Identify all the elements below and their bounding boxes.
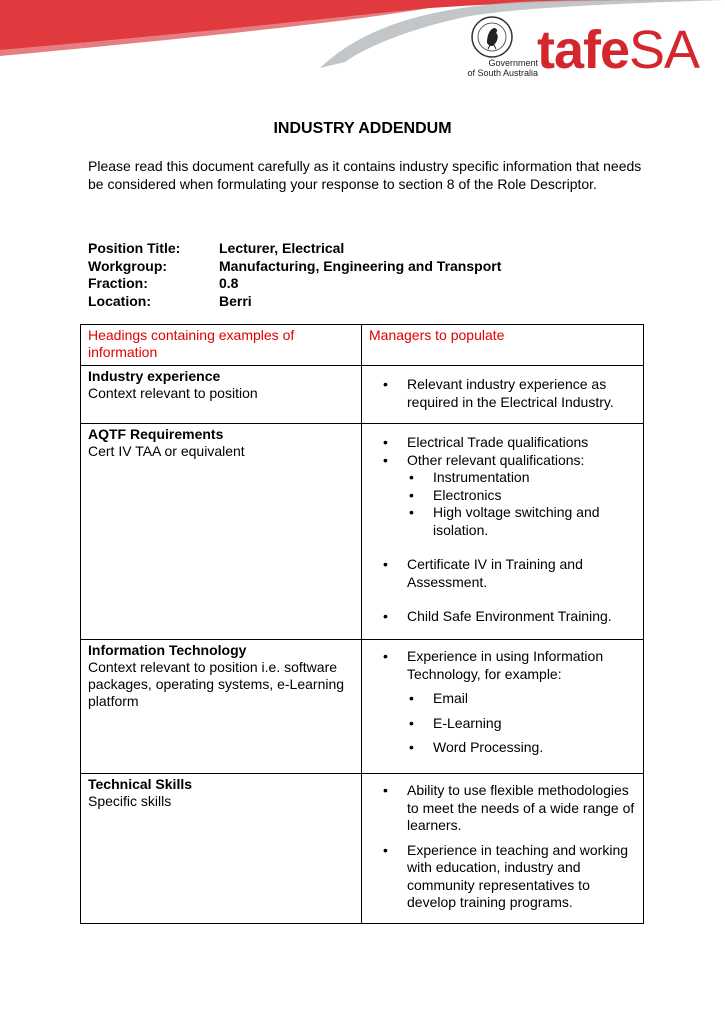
table-row [81, 774, 644, 924]
row-description: Context relevant to position i.e. software packages, operating systems, e-Learning platform [88, 659, 345, 709]
brand-bold: tafe [537, 20, 630, 80]
row-description: Context relevant to position [88, 385, 258, 401]
table-row [81, 424, 644, 640]
row-right-cell [362, 366, 644, 424]
list-item: • Child Safe Environment Training. [407, 608, 636, 626]
sub-bullet-list [407, 469, 636, 539]
fraction-label: Fraction: [88, 275, 148, 291]
sub-list-item: • Word Processing. [433, 739, 636, 757]
position-title-label: Position Title: [88, 240, 181, 256]
row-description: Specific skills [88, 793, 172, 809]
row-description: Cert IV TAA or equivalent [88, 443, 245, 459]
row-heading: Information Technology [88, 642, 247, 658]
location-value: Berri [219, 292, 252, 309]
row-heading: Industry experience [88, 368, 221, 384]
bullet-list [369, 782, 636, 912]
list-item [407, 648, 636, 757]
header-left-cell: Headings containing examples of information [81, 325, 362, 366]
row-left-cell [81, 424, 362, 640]
fraction-value: 0.8 [219, 275, 239, 291]
list-item: • Relevant industry experience as required in the Electrical Industry. [407, 376, 636, 411]
government-wordmark [448, 58, 538, 78]
position-title-value: Lecturer, Electrical [219, 240, 345, 256]
table-row [81, 640, 644, 774]
list-item-text: Experience in using Information Technology, for example: [407, 648, 604, 682]
tafesa-logo [537, 22, 699, 78]
list-item [407, 452, 636, 540]
row-heading: AQTF Requirements [88, 426, 224, 442]
sub-list-item: • High voltage switching and isolation. [433, 504, 636, 539]
table-header-row [81, 325, 644, 366]
row-heading: Technical Skills [88, 776, 193, 792]
page-header [0, 0, 725, 95]
bullet-list [369, 376, 636, 411]
workgroup-value: Manufacturing, Engineering and Transport [219, 257, 502, 274]
addendum-table [80, 324, 644, 924]
location-row [88, 293, 501, 311]
sub-list-item: • Electronics [433, 487, 636, 505]
row-left-cell [81, 774, 362, 924]
sub-list-item: • E-Learning [433, 715, 636, 733]
row-right-cell [362, 640, 644, 774]
workgroup-row [88, 258, 501, 276]
gov-line-2: of South Australia [467, 68, 538, 78]
sub-list-item: • Email [433, 690, 636, 708]
fraction-row [88, 275, 501, 293]
bullet-list [369, 648, 636, 757]
sub-bullet-list [407, 690, 636, 757]
row-right-cell [362, 424, 644, 640]
position-title-row [88, 240, 501, 258]
position-details [88, 240, 501, 310]
list-item: • Certificate IV in Training and Assessment. [407, 556, 636, 591]
document-title: INDUSTRY ADDENDUM [273, 120, 452, 137]
list-item-text: Other relevant qualifications: [407, 451, 585, 468]
list-item: • Electrical Trade qualifications [407, 434, 636, 452]
location-label: Location: [88, 292, 151, 309]
gov-line-1: Government [488, 58, 538, 68]
header-right-cell: Managers to populate [362, 325, 644, 366]
sub-list-item: • Instrumentation [433, 469, 636, 487]
list-item: • Ability to use flexible methodologies to meet the needs of a wide range of learners. [407, 782, 636, 835]
row-right-cell [362, 774, 644, 924]
sa-government-crest-icon [470, 15, 514, 59]
bullet-list [369, 434, 636, 626]
row-left-cell [81, 640, 362, 774]
intro-paragraph: Please read this document carefully as it contains industry specific information that needs be considered when formulating your response to section 8 of the Role Descriptor. [88, 158, 642, 192]
table-row [81, 366, 644, 424]
workgroup-label: Workgroup: [88, 257, 168, 274]
brand-light: SA [629, 20, 700, 80]
row-left-cell [81, 366, 362, 424]
list-item: • Experience in teaching and working with education, industry and community representatives to develop training programs. [407, 842, 636, 912]
